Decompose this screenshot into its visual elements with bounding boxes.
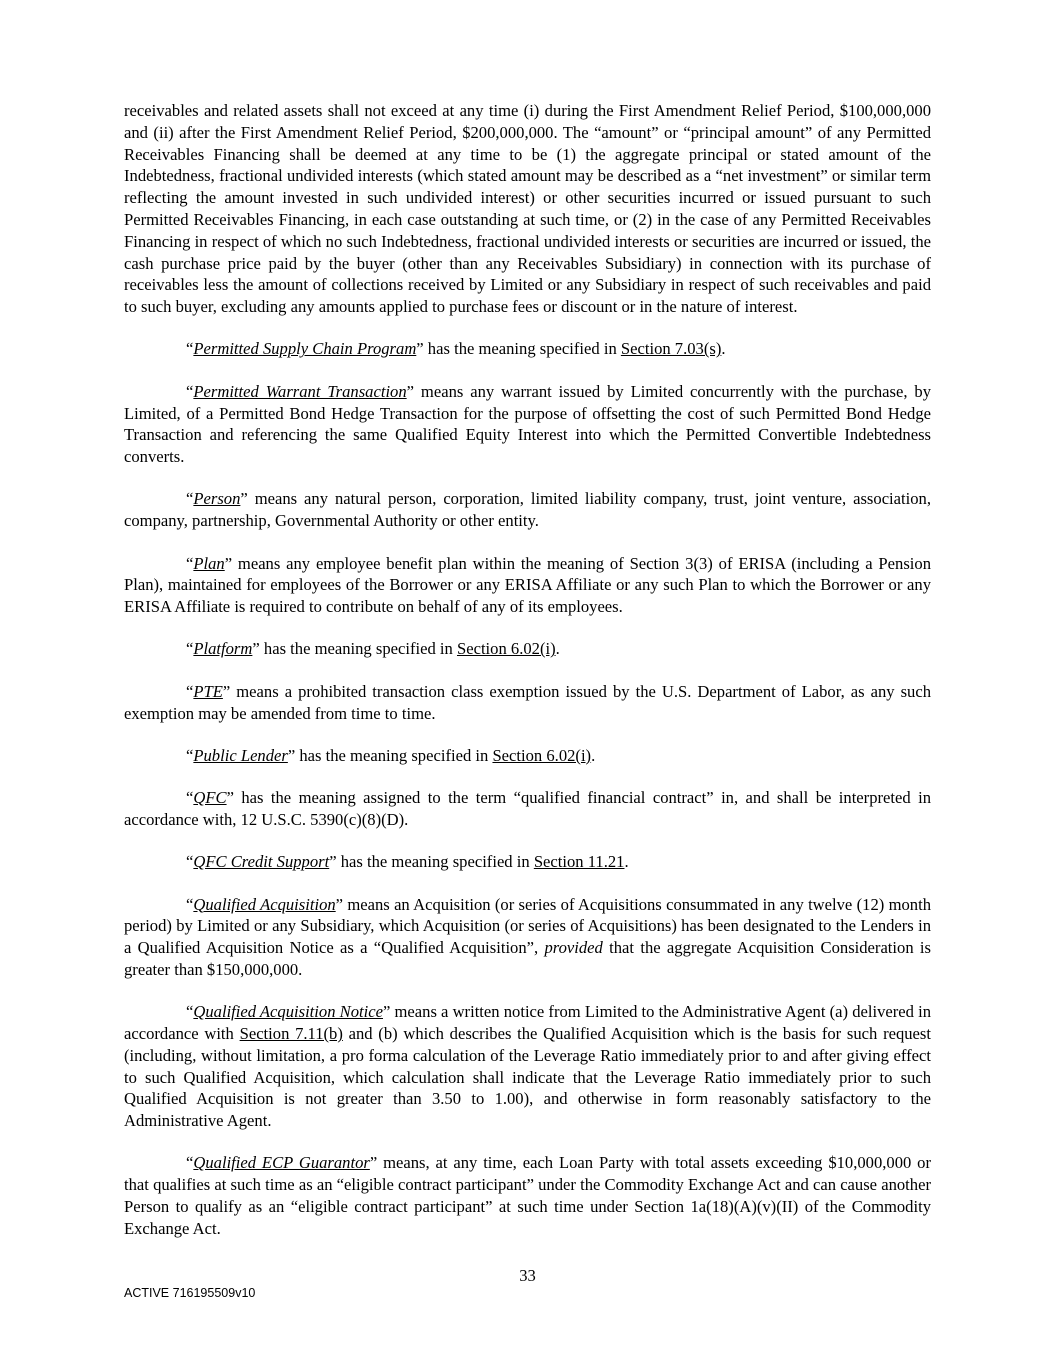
definition-platform: “Platform” has the meaning specified in Section 6.02(i). [186, 639, 560, 659]
definition-permitted-supply-chain-program: “Permitted Supply Chain Program” has the meaning specified in Section 7.03(s). [186, 339, 726, 359]
section-reference: Section 6.02(i) [492, 745, 592, 765]
definition-qfc: “QFC” has the meaning assigned to the term “qualified financial contract” in, and shall be interpreted in accordance with, 12 U.S.C. 5390(c)(8)(D). [124, 788, 931, 829]
definition-public-lender: “Public Lender” has the meaning specified in Section 6.02(i). [186, 745, 596, 765]
paragraph-continuation: receivables and related assets shall not exceed at any time (i) during the First Amendment Relief Period, $100,000,000 and (ii) after the First Amendment Relief Period, $200,000,000. The “amount” or “principal amount” of any Permitted Receivables Financing shall be deemed at any time to be (1) the aggregate principal or stated amount of the Indebtedness, fractional undivided interests (which stated amount may be described as a “net investment” or similar term reflecting the amount invested in such undivided interest) or other securities incurred or issued pursuant to such Permitted Receivables Financing, in each case outstanding at such time, or (2) in the case of any Permitted Receivables Financing in respect of which no such Indebtedness, fractional undivided interests or securities are incurred or issued, the cash purchase price paid by the buyer (other than any Receivables Subsidiary) in connection with its purchase of receivables less the amount of collections received by Limited or any Subsidiary in respect of such receivables and paid to such buyer, excluding any amounts applied to purchase fees or discount or in the nature of interest. [124, 101, 931, 317]
document-id-footer: ACTIVE 716195509v10 [124, 1286, 256, 1300]
section-reference: Section 11.21 [533, 852, 625, 872]
defined-term: Qualified Acquisition [193, 894, 336, 914]
defined-term: Qualified ECP Guarantor [193, 1153, 370, 1173]
definition-person: “Person” means any natural person, corporation, limited liability company, trust, joint venture, association, company, partnership, Governmental Authority or other entity. [124, 489, 931, 531]
defined-term: Qualified Acquisition Notice [193, 1002, 383, 1022]
defined-term: Plan [193, 553, 225, 573]
defined-term: Permitted Warrant Transaction [193, 381, 407, 401]
section-reference: Section 7.11(b) [239, 1024, 343, 1043]
defined-term: QFC Credit Support [193, 852, 330, 872]
defined-term: Permitted Supply Chain Program [193, 339, 417, 359]
defined-term: QFC [193, 788, 227, 808]
defined-term: Person [193, 489, 241, 509]
definition-qfc-credit-support: “QFC Credit Support” has the meaning specified in Section 11.21. [186, 852, 629, 872]
defined-term: Platform [193, 639, 253, 659]
definition-permitted-warrant-transaction: “Permitted Warrant Transaction” means any warrant issued by Limited concurrently with the purchase, by Limited, of a Permitted Bond Hedge Transaction for the purpose of offsetting the cost of such Permitted Bond Hedge Transaction and referencing the same Qualified Equity Interest into which the Permitted Convertible Indebtedness converts. [124, 381, 931, 467]
section-reference: Section 6.02(i) [456, 639, 556, 659]
definition-qualified-acquisition-notice: “Qualified Acquisition Notice” means a written notice from Limited to the Administrative Agent (a) delivered in accordance with Section 7.11(b) and (b) which describes the Qualified Acquisition which is the basis for such request (including, without limitation, a pro forma calculation of the Leverage Ratio immediately prior to and after giving effect to such Qualified Acquisition, which calculation shall indicate that the Leverage Ratio immediately prior to such Qualified Acquisition is not greater than 3.50 to 1.00), and otherwise in form reasonably satisfactory to the Administrative Agent. [124, 1002, 931, 1131]
definition-qualified-acquisition: “Qualified Acquisition” means an Acquisition (or series of Acquisitions consummated in any twelve (12) month period) by Limited or any Subsidiary, which Acquisition (or series of Acquisitions) has been designated to the Lenders in a Qualified Acquisition Notice as a “Qualified Acquisition”, provided that the aggregate Acquisition Consideration is greater than $150,000,000. [124, 894, 931, 979]
italic-proviso: provided [544, 938, 603, 958]
definition-plan: “Plan” means any employee benefit plan within the meaning of Section 3(3) of ERISA (including a Pension Plan), maintained for employees of the Borrower or any ERISA Affiliate or any such Plan to which the Borrower or any ERISA Affiliate is required to contribute on behalf of any of its employees. [124, 553, 931, 617]
defined-term: Public Lender [193, 745, 288, 765]
page-number: 33 [519, 1266, 536, 1285]
definition-qualified-ecp-guarantor: “Qualified ECP Guarantor” means, at any time, each Loan Party with total assets exceeding $10,000,000 or that qualifies at such time as an “eligible contract participant” under the Commodity Exchange Act and can cause another Person to qualify as an “eligible contract participant” at such time under Section 1a(18)(A)(v)(II) of the Commodity Exchange Act. [124, 1153, 931, 1238]
definition-pte: “PTE” means a prohibited transaction class exemption issued by the U.S. Department of Labor, as any such exemption may be amended from time to time. [124, 681, 931, 723]
section-reference: Section 7.03(s) [620, 339, 722, 359]
defined-term: PTE [193, 681, 223, 701]
document-body [124, 100, 931, 1260]
